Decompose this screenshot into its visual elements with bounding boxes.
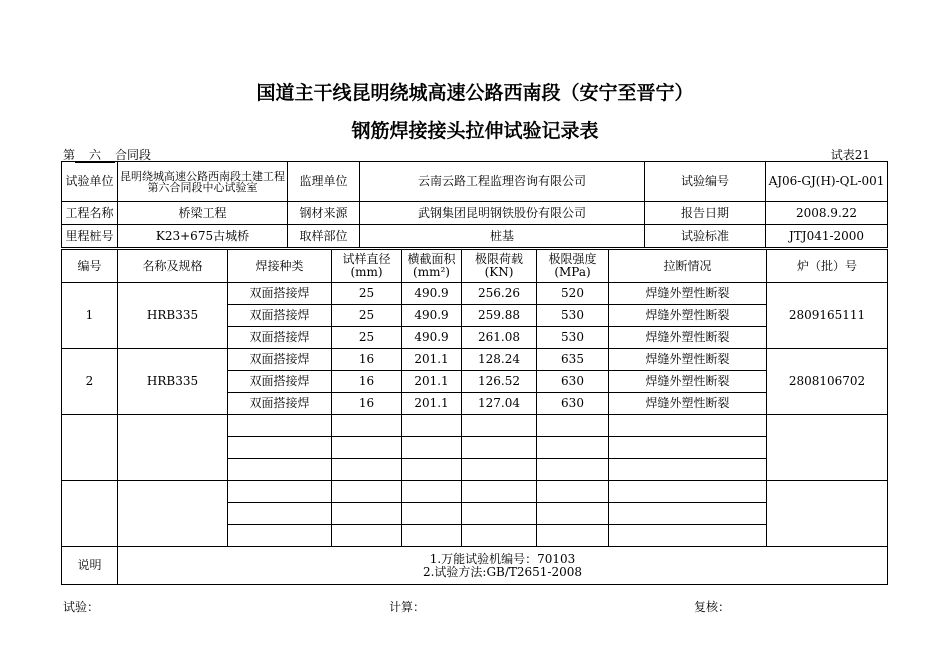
notes-row <box>62 547 888 585</box>
col-diameter <box>332 250 402 283</box>
supervisor-label: 监理单位 <box>288 162 360 202</box>
empty-cell <box>462 437 537 459</box>
diameter-cell: 16 <box>332 349 402 371</box>
area-cell: 201.1 <box>402 371 462 393</box>
empty-cell <box>537 503 609 525</box>
col-strength <box>537 250 609 283</box>
empty-cell <box>462 503 537 525</box>
test-unit-value: 昆明绕城高速公路西南段土建工程第六合同段中心试验室 <box>118 162 288 202</box>
empty-cell <box>609 481 767 503</box>
empty-cell <box>537 481 609 503</box>
sample-location-label: 取样部位 <box>288 225 360 248</box>
diameter-cell: 25 <box>332 327 402 349</box>
info-row-1 <box>62 162 888 202</box>
steel-source-label: 钢材来源 <box>288 202 360 225</box>
supervisor-value: 云南云路工程监理咨询有限公司 <box>360 162 645 202</box>
col-batch: 炉（批）号 <box>767 250 888 283</box>
test-standard-label: 试验标准 <box>645 225 766 248</box>
calculator-signature: 计算： <box>389 600 426 614</box>
sample-location-value: 桩基 <box>360 225 645 248</box>
tensile-test-grid <box>61 161 888 248</box>
fracture-cell: 焊缝外塑性断裂 <box>609 305 767 327</box>
empty-cell <box>537 459 609 481</box>
empty-cell <box>537 415 609 437</box>
load-cell: 127.04 <box>462 393 537 415</box>
col-name-spec: 名称及规格 <box>118 250 228 283</box>
empty-cell <box>332 503 402 525</box>
group-number: 1 <box>62 283 118 349</box>
load-cell: 259.88 <box>462 305 537 327</box>
empty-cell <box>537 525 609 547</box>
group-spec: HRB335 <box>118 349 228 415</box>
area-cell: 490.9 <box>402 283 462 305</box>
notes-content <box>118 547 888 585</box>
col-load-title: 极限荷载 <box>474 252 523 266</box>
strength-cell: 635 <box>537 349 609 371</box>
report-date-label: 报告日期 <box>645 202 766 225</box>
col-area-title: 横截面积 <box>407 252 456 266</box>
empty-cell <box>462 525 537 547</box>
col-number: 编号 <box>62 250 118 283</box>
empty-cell <box>609 415 767 437</box>
col-area <box>402 250 462 283</box>
empty-cell <box>537 437 609 459</box>
empty-batch-cell <box>767 481 888 547</box>
strength-cell: 630 <box>537 393 609 415</box>
col-diameter-unit: (mm) <box>350 265 383 279</box>
empty-cell <box>332 437 402 459</box>
weld-type-cell: 双面搭接焊 <box>228 327 332 349</box>
diameter-cell: 25 <box>332 283 402 305</box>
weld-type-cell: 双面搭接焊 <box>228 393 332 415</box>
col-load-unit: (KN) <box>484 265 514 279</box>
empty-number-cell <box>62 415 118 481</box>
empty-cell <box>402 437 462 459</box>
fracture-cell: 焊缝外塑性断裂 <box>609 371 767 393</box>
area-cell: 490.9 <box>402 327 462 349</box>
note-line-1: 1.万能试验机编号：70103 <box>429 551 576 566</box>
empty-cell <box>462 459 537 481</box>
test-standard-value: JTJ041-2000 <box>766 225 888 248</box>
col-diameter-title: 试样直径 <box>342 252 391 266</box>
results-table <box>61 249 888 585</box>
empty-cell <box>228 437 332 459</box>
group-spec: HRB335 <box>118 283 228 349</box>
col-strength-unit: (MPa) <box>554 265 591 279</box>
weld-type-cell: 双面搭接焊 <box>228 305 332 327</box>
empty-cell <box>332 459 402 481</box>
contract-suffix: 合同段 <box>115 148 152 162</box>
project-name-value: 桥梁工程 <box>118 202 288 225</box>
group-number: 2 <box>62 349 118 415</box>
contract-number: 六 <box>75 149 115 163</box>
diameter-cell: 25 <box>332 305 402 327</box>
area-cell: 201.1 <box>402 349 462 371</box>
weld-type-cell: 双面搭接焊 <box>228 371 332 393</box>
fracture-cell: 焊缝外塑性断裂 <box>609 327 767 349</box>
col-weld-type: 焊接种类 <box>228 250 332 283</box>
empty-cell <box>228 415 332 437</box>
area-cell: 201.1 <box>402 393 462 415</box>
empty-number-cell <box>62 481 118 547</box>
chainage-value: K23+675古城桥 <box>118 225 288 248</box>
contract-prefix: 第 <box>63 148 76 162</box>
empty-spec-cell <box>118 481 228 547</box>
empty-cell <box>402 525 462 547</box>
strength-cell: 530 <box>537 305 609 327</box>
empty-cell <box>228 503 332 525</box>
fracture-cell: 焊缝外塑性断裂 <box>609 349 767 371</box>
info-row-2 <box>62 202 888 225</box>
column-header-row <box>62 250 888 283</box>
empty-cell <box>332 525 402 547</box>
form-number: 试表21 <box>830 148 870 162</box>
empty-spec-cell <box>118 415 228 481</box>
document-title: 国道主干线昆明绕城高速公路西南段（安宁至晋宁） <box>256 82 694 104</box>
notes-label: 说明 <box>62 547 118 585</box>
col-fracture: 拉断情况 <box>609 250 767 283</box>
test-unit-label: 试验单位 <box>62 162 118 202</box>
empty-cell <box>402 459 462 481</box>
empty-batch-cell <box>767 415 888 481</box>
empty-cell <box>609 437 767 459</box>
chainage-label: 里程桩号 <box>62 225 118 248</box>
empty-cell <box>609 525 767 547</box>
empty-cell <box>332 481 402 503</box>
diameter-cell: 16 <box>332 371 402 393</box>
report-date-value: 2008.9.22 <box>766 202 888 225</box>
empty-cell <box>609 459 767 481</box>
empty-cell <box>228 525 332 547</box>
strength-cell: 530 <box>537 327 609 349</box>
empty-cell <box>402 481 462 503</box>
area-cell: 490.9 <box>402 305 462 327</box>
weld-type-cell: 双面搭接焊 <box>228 349 332 371</box>
empty-cell <box>609 503 767 525</box>
empty-cell <box>402 415 462 437</box>
test-number-value: AJ06-GJ(H)-QL-001 <box>766 162 888 202</box>
col-strength-title: 极限强度 <box>548 252 597 266</box>
empty-cell <box>228 459 332 481</box>
batch-number: 2808106702 <box>767 349 888 415</box>
strength-cell: 520 <box>537 283 609 305</box>
empty-cell <box>462 415 537 437</box>
empty-cell <box>462 481 537 503</box>
steel-source-value: 武钢集团昆明钢铁股份有限公司 <box>360 202 645 225</box>
load-cell: 128.24 <box>462 349 537 371</box>
reviewer-signature: 复核： <box>694 600 731 614</box>
empty-row <box>62 415 888 437</box>
load-cell: 256.26 <box>462 283 537 305</box>
table-row <box>62 349 888 371</box>
test-number-label: 试验编号 <box>645 162 766 202</box>
weld-type-cell: 双面搭接焊 <box>228 283 332 305</box>
diameter-cell: 16 <box>332 393 402 415</box>
col-area-unit: (mm²) <box>413 265 450 279</box>
project-name-label: 工程名称 <box>62 202 118 225</box>
empty-cell <box>402 503 462 525</box>
form-title: 钢筋焊接接头拉伸试验记录表 <box>351 120 599 142</box>
tester-signature: 试验： <box>63 600 100 614</box>
empty-cell <box>332 415 402 437</box>
empty-cell <box>228 481 332 503</box>
fracture-cell: 焊缝外塑性断裂 <box>609 393 767 415</box>
note-line-2: 2.试验方法:GB/T2651-2008 <box>422 564 583 579</box>
empty-row <box>62 481 888 503</box>
load-cell: 261.08 <box>462 327 537 349</box>
batch-number: 2809165111 <box>767 283 888 349</box>
info-row-3 <box>62 225 888 248</box>
table-row <box>62 283 888 305</box>
strength-cell: 630 <box>537 371 609 393</box>
load-cell: 126.52 <box>462 371 537 393</box>
col-load <box>462 250 537 283</box>
fracture-cell: 焊缝外塑性断裂 <box>609 283 767 305</box>
